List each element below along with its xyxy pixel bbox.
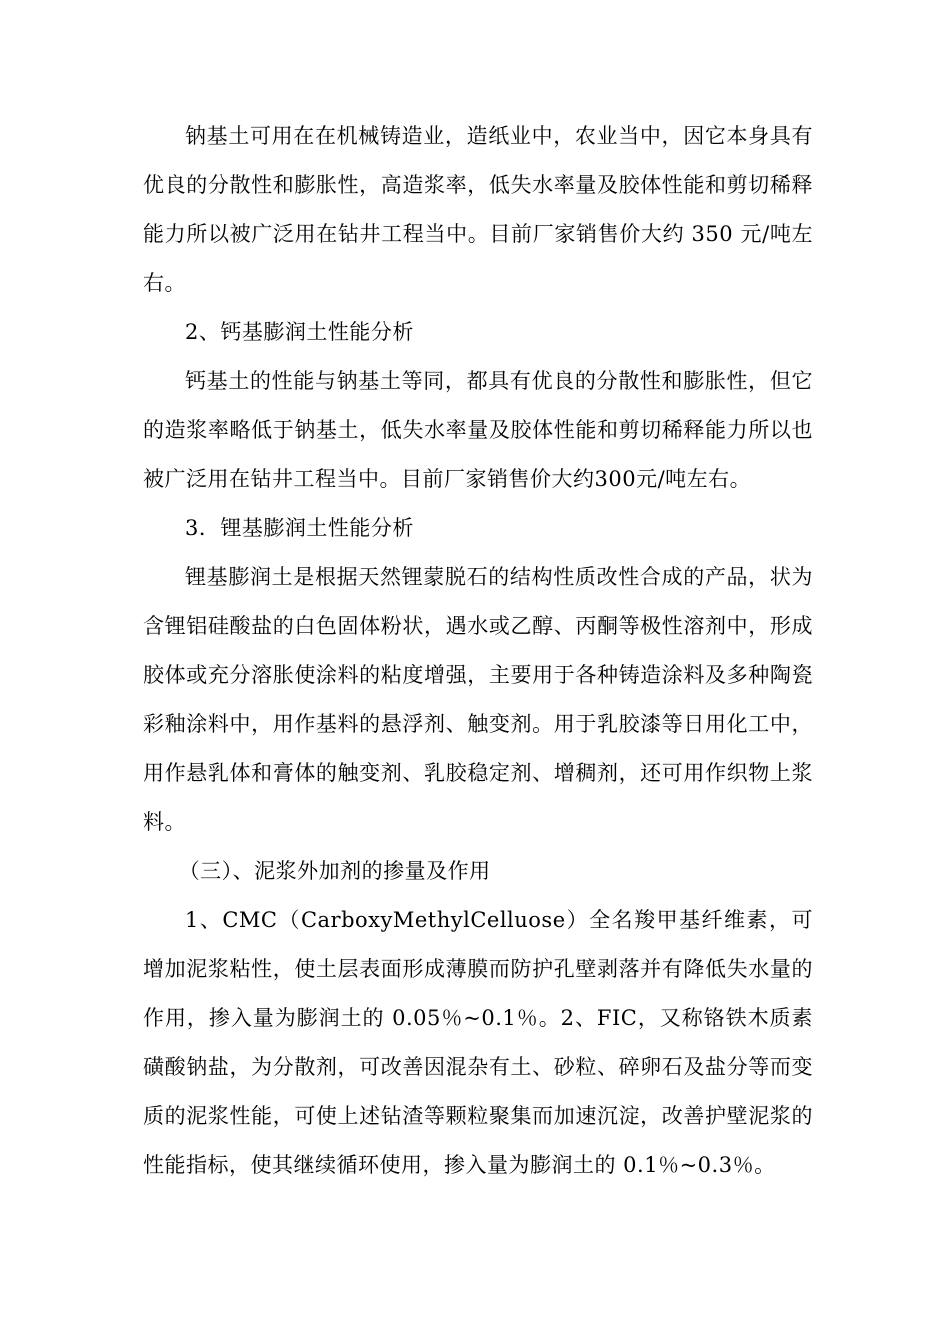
heading-lithium-bentonite: 3．锂基膨润土性能分析 <box>185 516 414 540</box>
paragraph-mud-additives: 1、CMC（CarboxyMethylCelluose）全名羧甲基纤维素，可增加泥浆粘性，使土层表面形成薄膜而防护孔壁剥落并有降低失水量的作用，掺入量为膨润土的 0.05％~0.1％。2、FIC，又称铬铁木质素磺酸钠盐，为分散剂，可改善因混杂有土、砂粒、碎卵石及盐分等而变质的泥浆性能，可使上述钻渣等颗粒聚集而加速沉淀，改善护壁泥浆的性能指标，使其继续循环使用，掺入量为膨润土的 0.1％~0.3％。 <box>143 908 813 1177</box>
paragraph-calcium-bentonite: 钙基土的性能与钠基土等同，都具有优良的分散性和膨胀性，但它的造浆率略低于钠基土，低失水率量及胶体性能和剪切稀释能力所以也被广泛用在钻井工程当中。目前厂家销售价大约300元/吨左右。 <box>143 369 813 491</box>
paragraph-sodium-bentonite: 钠基土可用在在机械铸造业，造纸业中，农业当中，因它本身具有优良的分散性和膨胀性，高造浆率，低失水率量及胶体性能和剪切稀释能力所以被广泛用在钻井工程当中。目前厂家销售价大约 350 元/吨左右。 <box>143 124 813 295</box>
heading-mud-additives: （三）、泥浆外加剂的掺量及作用 <box>178 859 491 883</box>
document-body <box>143 112 813 1190</box>
paragraph-lithium-bentonite: 锂基膨润土是根据天然锂蒙脱石的结构性质改性合成的产品，状为含锂铝硅酸盐的白色固体粉状，遇水或乙醇、丙酮等极性溶剂中，形成胶体或充分溶胀使涂料的粘度增强，主要用于各种铸造涂料及多种陶瓷彩釉涂料中，用作基料的悬浮剂、触变剂。用于乳胶漆等日用化工中，用作悬乳体和膏体的触变剂、乳胶稳定剂、增稠剂，还可用作织物上浆料。 <box>143 565 813 834</box>
heading-calcium-bentonite: 2、钙基膨润土性能分析 <box>185 320 414 344</box>
